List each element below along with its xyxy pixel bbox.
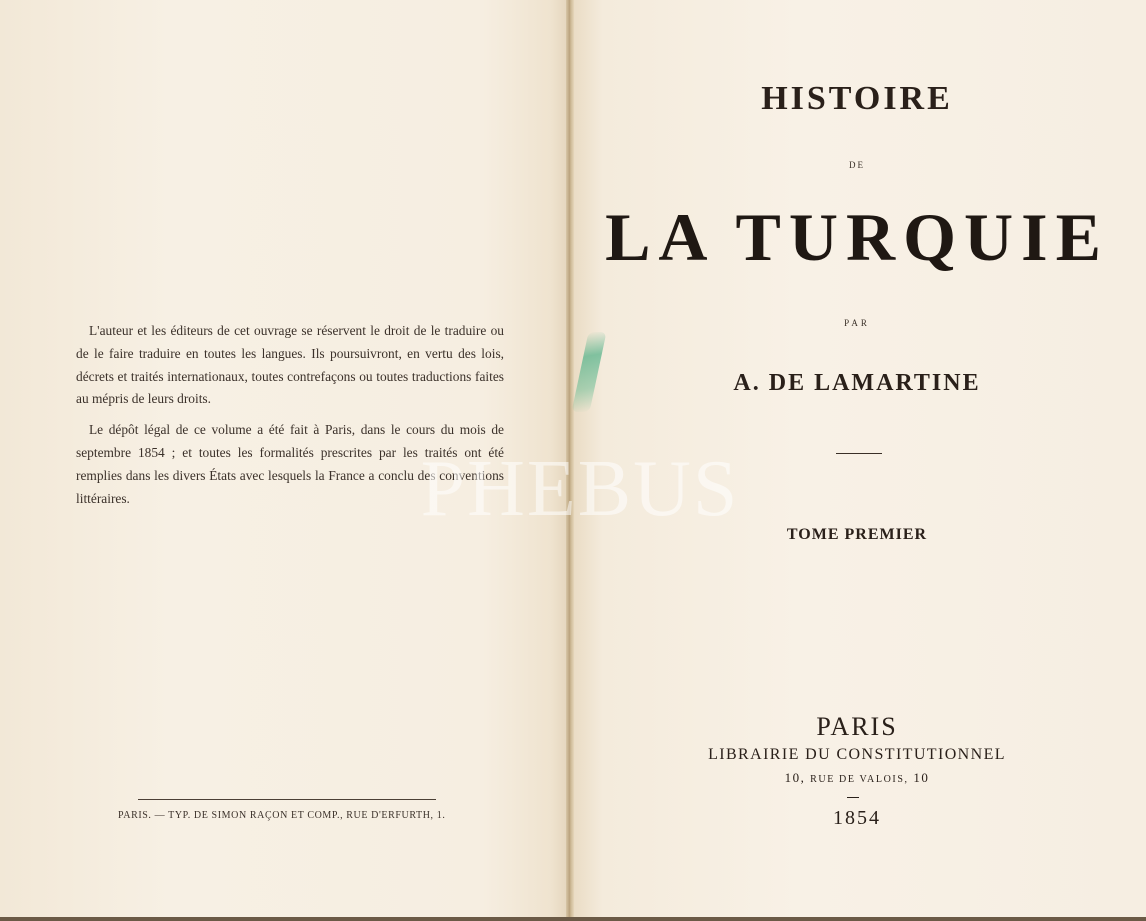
imprint-publisher: LIBRAIRIE DU CONSTITUTIONNEL — [708, 746, 1006, 763]
bottom-edge — [0, 917, 1146, 921]
author-name: A. DE LAMARTINE — [733, 370, 981, 396]
title-par: PAR — [844, 318, 870, 328]
rights-paragraph-2: Le dépôt légal de ce volume a été fait à Paris, dans le cours du mois de septembre 1854 ; et toutes les formalités prescrites par les traités ont été remplies dans les divers États avec lesquels la France a conclu des conventions littéraires. — [76, 422, 504, 506]
year-rule-divider — [847, 797, 859, 798]
address-number-2: 10 — [913, 770, 930, 785]
printer-rule-divider — [138, 799, 436, 800]
printer-imprint: PARIS. — TYP. DE SIMON RAÇON ET COMP., RUE D'ERFURTH, 1. — [118, 810, 446, 821]
title-main: LA TURQUIE — [605, 199, 1109, 275]
title-de: DE — [849, 160, 865, 170]
imprint-city: PARIS — [816, 712, 898, 741]
title-histoire: HISTOIRE — [761, 80, 953, 117]
imprint-year: 1854 — [833, 807, 881, 829]
address-street: RUE DE VALOIS, — [810, 774, 909, 785]
watermark-text: PHEBUS — [420, 445, 740, 533]
rights-paragraph-1: L'auteur et les éditeurs de cet ouvrage se réservent le droit de le traduire ou de le faire traduire en toutes les langues. Ils poursuivront, en vertu des lois, décrets et traités internationaux, toutes contrefaçons ou toutes traductions faites au mépris de leurs droits. — [76, 323, 504, 407]
address-number: 10, — [784, 770, 806, 785]
volume-label: TOME PREMIER — [786, 526, 928, 543]
title-rule-divider — [836, 453, 882, 454]
imprint-address — [568, 770, 1146, 786]
